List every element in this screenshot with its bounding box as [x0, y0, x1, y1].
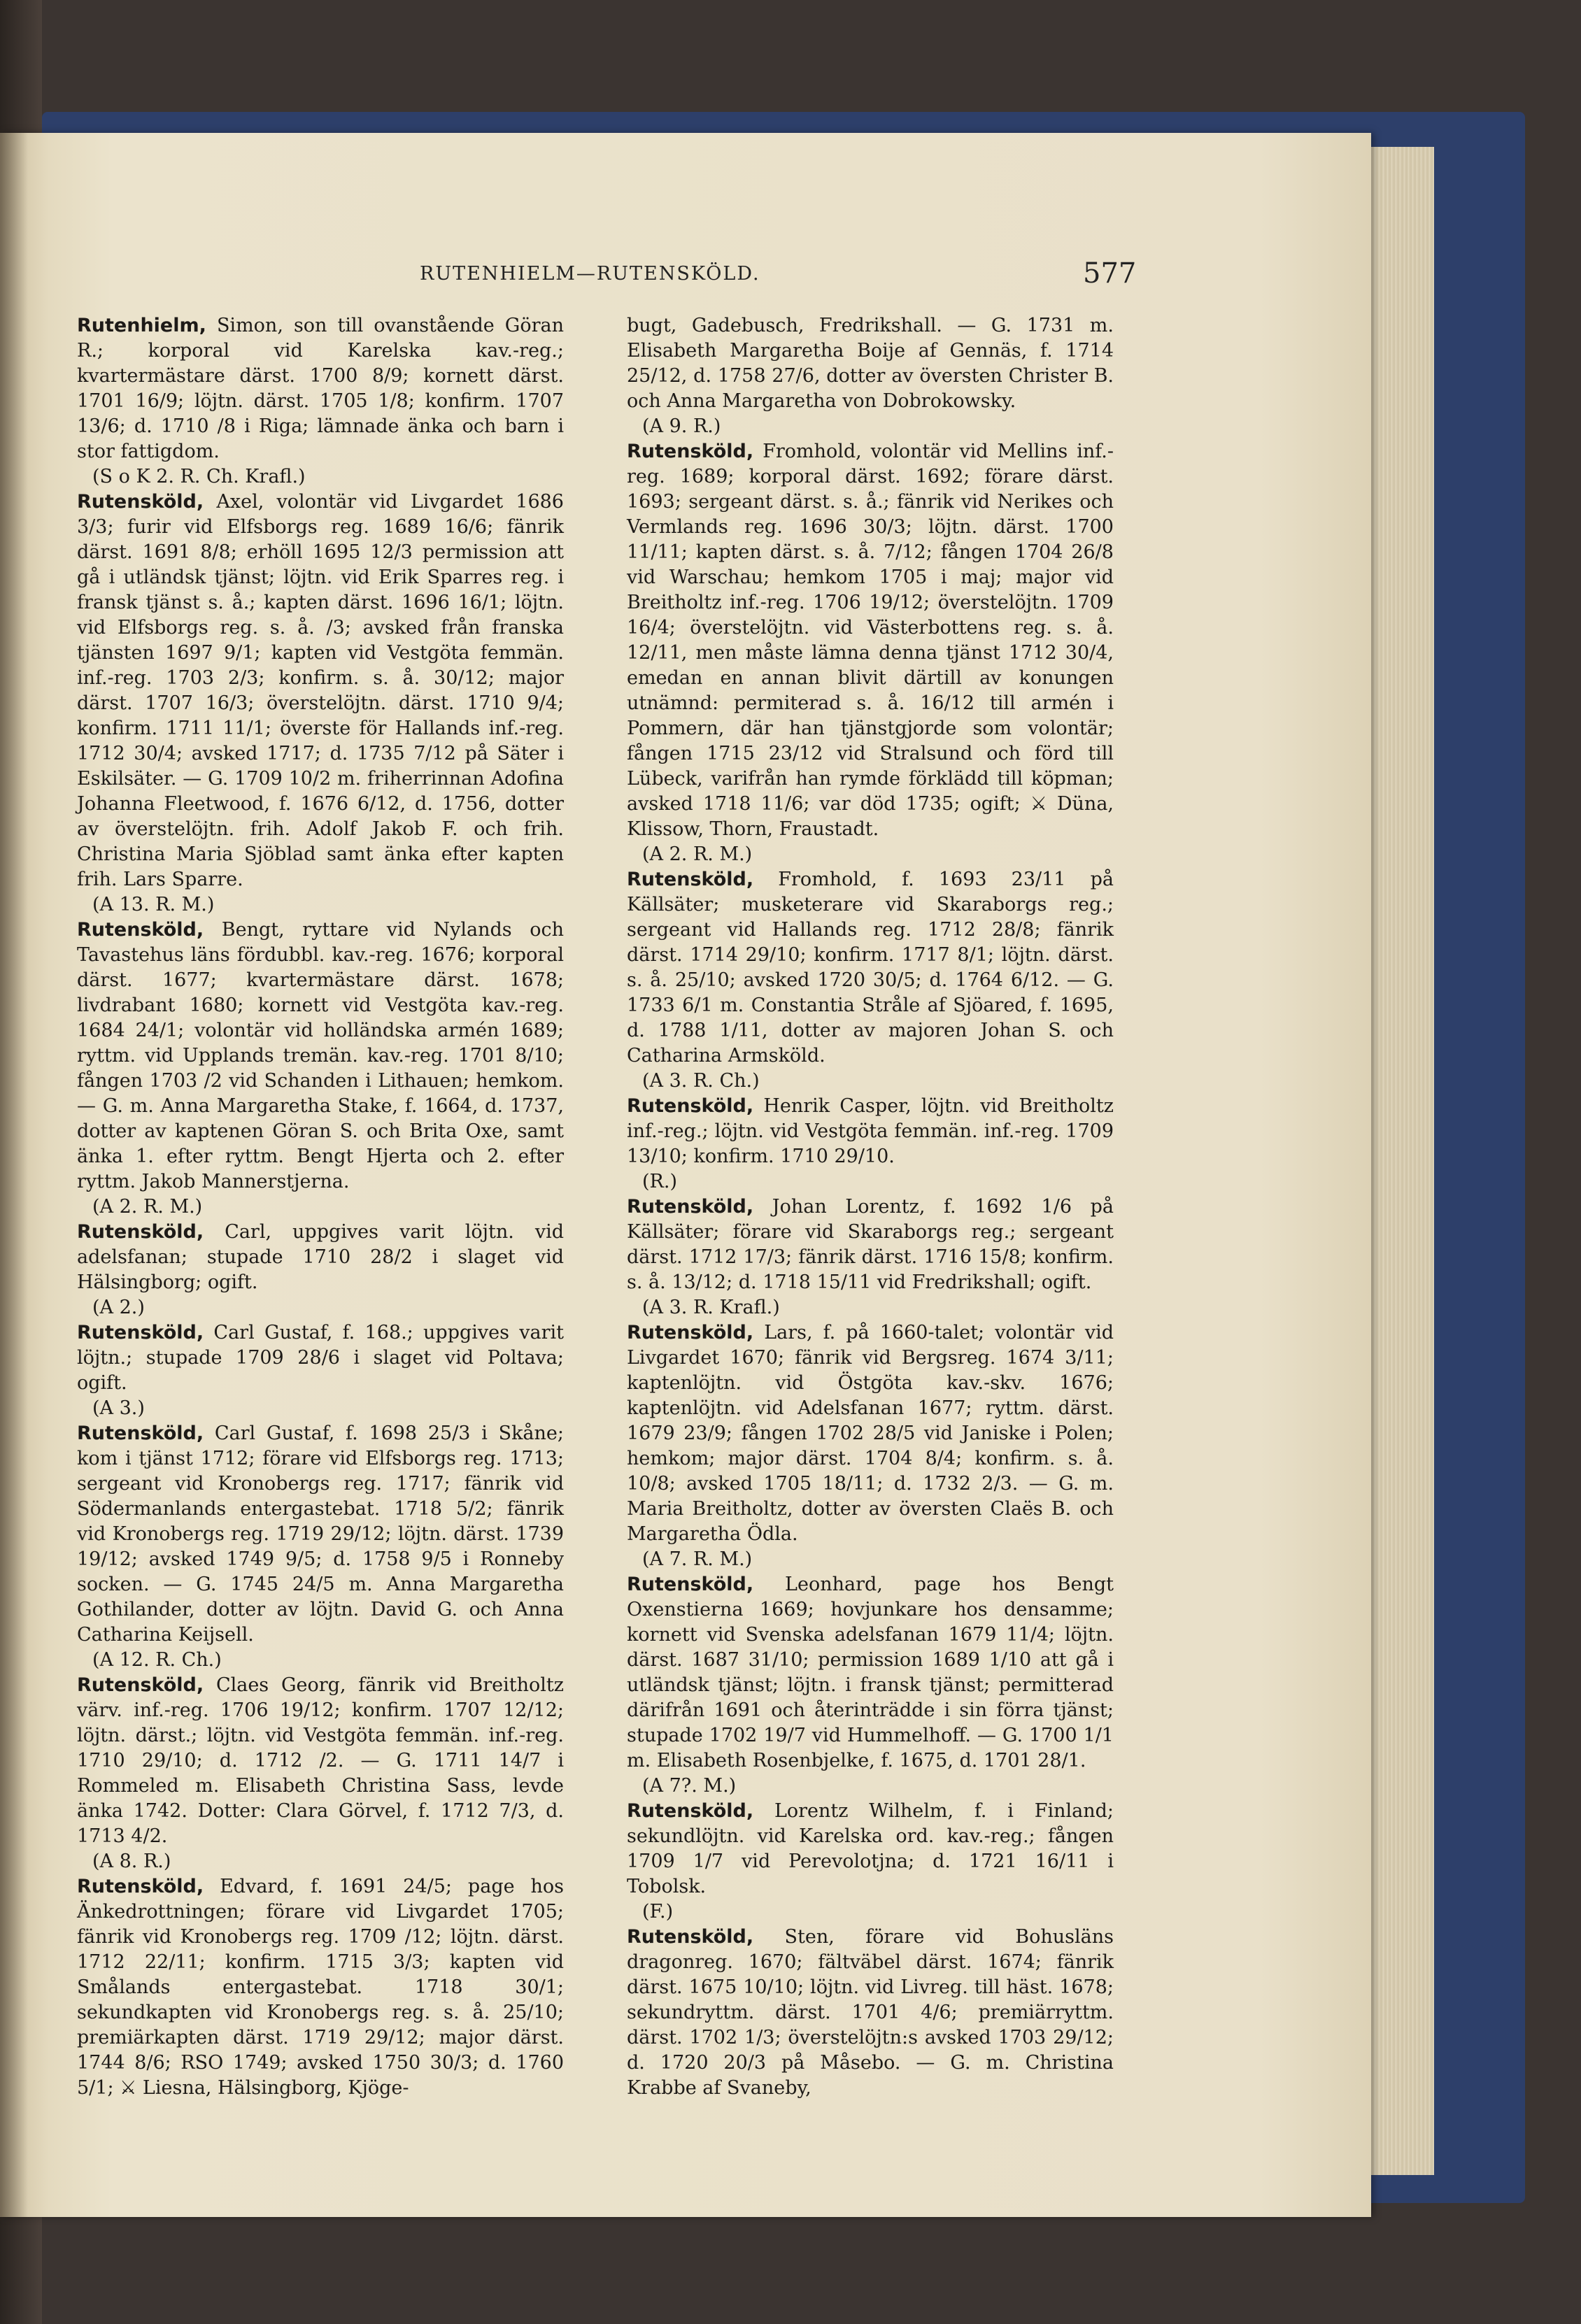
reference-line: [627, 1169, 1114, 1195]
entry-text: Sten, förare vid Bohusläns dragonreg. 1670; fältväbel därst. 1674; fänrik därst. 1675 10/10; löjtn. vid Livreg. till häst. 1678; sekundryttm. därst. 1701 4/6; premiärryttm. därst. 1702 1/3; överstelöjtn:s avsked 1703 29/12; d. 1720 20/3 på Måsebo. — G. m. Christina Krabbe af Svaneby,: [627, 1926, 1114, 2099]
entry-headword: Rutensköld,: [77, 1221, 204, 1243]
reference-line: [627, 1069, 1114, 1094]
entry-text: (A 7?. M.): [642, 1775, 737, 1797]
entry-text: Leonhard, page hos Bengt Oxenstierna 1669; hovjunkare hos densamme; kornett vid Svenska adelsfanan 1679 11/4; löjtn. därst. 1687 31/10; permission 1689 1/10 att gå i utländsk tjänst; löjtn. i fransk tjänst; permitterad därifrån 1691 och återinträdde i sin förra tjänst; stupade 1702 19/7 vid Hummelhoff. — G. 1700 1/1 m. Elisabeth Rosenbjelke, f. 1675, d. 1701 28/1.: [627, 1574, 1114, 1771]
entry-paragraph: [77, 1874, 564, 2101]
entry-headword: Rutensköld,: [77, 491, 204, 513]
entry-paragraph: [627, 1925, 1114, 2101]
entry-paragraph: [77, 1320, 564, 1396]
entry-text: (A 3. R. Ch.): [642, 1070, 760, 1092]
entry-headword: Rutensköld,: [77, 1674, 204, 1696]
entry-text: Lars, f. på 1660-talet; volontär vid Livgardet 1670; fänrik vid Bergsreg. 1674 3/11; kaptenlöjtn. vid Östgöta kav.-skv. 1676; kaptenlöjtn. vid Adelsfanan 1677; ryttm. därst. 1679 23/9; fången 1702 28/5 vid Janiske i Polen; hemkom; major därst. 1704 8/4; konfirm. s. å. 10/8; avsked 1705 18/11; d. 1732 2/3. — G. m. Maria Breitholtz, dotter av översten Claës B. och Margaretha Ödla.: [627, 1322, 1114, 1545]
entry-headword: Rutensköld,: [77, 1423, 204, 1444]
reference-line: [627, 1774, 1114, 1799]
entry-headword: Rutensköld,: [77, 1876, 204, 1897]
entry-paragraph: [627, 439, 1114, 842]
entry-text: (A 9. R.): [642, 415, 721, 437]
reference-line: [627, 1295, 1114, 1320]
entry-text: (A 12. R. Ch.): [92, 1649, 222, 1671]
entry-paragraph: [627, 1572, 1114, 1774]
entry-headword: Rutenhielm,: [77, 315, 206, 336]
entry-text: Fromhold, volontär vid Mellins inf.-reg. 1689; korporal därst. 1692; förare därst. 1693; sergeant därst. s. å.; fänrik vid Nerikes och Vermlands reg. 1696 30/3; löjtn. därst. 1700 11/11; kapten därst. s. å. 7/12; fången 1704 26/8 vid Warschau; hemkom 1705 i maj; major vid Breitholtz inf.-reg. 1706 19/12; överstelöjtn. 1709 16/4; överstelöjtn. vid Västerbottens reg. s. å. 12/11, men måste lämna denna tjänst 1712 30/4, emedan en annan blivit därtill av konungen utnämnd: permiterad s. å. 16/12 till armén i Pommern, där han tjänstgjorde som volontär; fången 1715 23/12 vid Stralsund och förd till Lübeck, varifrån han rymde förklädd till köpman; avsked 1718 11/6; var död 1735; ogift; ⚔ Düna, Klissow, Thorn, Fraustadt.: [627, 441, 1114, 840]
entry-text: Lorentz Wilhelm, f. i Finland; sekundlöjtn. vid Karelska ord. kav.-reg.; fången 1709 1/7 vid Perevolotjna; d. 1721 16/11 i Tobolsk.: [627, 1800, 1114, 1897]
page-gutter: [0, 133, 28, 2217]
entry-text: Carl Gustaf, f. 1698 25/3 i Skåne; kom i tjänst 1712; förare vid Elfsborgs reg. 1713; sergeant vid Kronobergs reg. 1717; fänrik vid Södermanlands entergastebat. 1718 5/2; fänrik vid Kronobergs reg. 1719 29/12; löjtn. därst. 1739 19/12; avsked 1749 9/5; d. 1758 9/5 i Ronneby socken. — G. 1745 24/5 m. Anna Margaretha Gothilander, dotter av löjtn. David G. och Anna Catharina Keijsell.: [77, 1423, 564, 1646]
entry-paragraph: [627, 1195, 1114, 1295]
entry-paragraph: [77, 490, 564, 892]
entry-text: Edvard, f. 1691 24/5; page hos Änkedrottningen; förare vid Livgardet 1705; fänrik vid Kronobergs reg. 1709 /12; löjtn. därst. 1712 22/11; konfirm. 1715 3/3; kapten vid Smålands entergastebat. 1718 30/1; sekundkapten vid Kronobergs reg. s. å. 25/10; premiärkapten därst. 1719 29/12; major därst. 1744 8/6; RSO 1749; avsked 1750 30/3; d. 1760 5/1; ⚔ Liesna, Hälsingborg, Kjöge-: [77, 1876, 564, 2099]
reference-line: [627, 414, 1114, 439]
entry-paragraph: [77, 313, 564, 464]
reference-line: [627, 313, 1114, 414]
entry-paragraph: [77, 918, 564, 1195]
entry-text: Carl, uppgives varit löjtn. vid adelsfanan; stupade 1710 28/2 i slaget vid Hälsingborg; ogift.: [77, 1221, 564, 1293]
entry-text: Johan Lorentz, f. 1692 1/6 på Källsäter; förare vid Skaraborgs reg.; sergeant därst. 1712 17/3; fänrik därst. 1716 15/8; konfirm. s. å. 13/12; d. 1718 15/11 vid Fredrikshall; ogift.: [627, 1196, 1114, 1293]
entry-paragraph: [77, 1220, 564, 1295]
entry-text: (A 2.): [92, 1297, 145, 1318]
reference-line: [77, 464, 564, 490]
entry-text: (A 13. R. M.): [92, 894, 215, 915]
entry-paragraph: [77, 1673, 564, 1849]
entry-headword: Rutensköld,: [77, 919, 204, 941]
entry-text: Axel, volontär vid Livgardet 1686 3/3; furir vid Elfsborgs reg. 1689 16/6; fänrik därst. 1691 8/8; erhöll 1695 12/3 permission att gå i utländsk tjänst; löjtn. vid Erik Sparres reg. i fransk tjänst s. å.; kapten därst. 1696 16/1; löjtn. vid Elfsborgs reg. s. å. /3; avsked från franska tjänsten 1697 9/1; kapten vid Vestgöta femmän. inf.-reg. 1703 2/3; konfirm. s. å. 30/12; major därst. 1707 16/3; överstelöjtn. därst. 1710 9/4; konfirm. 1711 11/1; överste för Hallands inf.-reg. 1712 30/4; avsked 1717; d. 1735 7/12 på Säter i Eskilsäter. — G. 1709 10/2 m. friherrinnan Adofina Johanna Fleetwood, f. 1676 6/12, d. 1756, dotter av överstelöjtn. frih. Adolf Jakob F. och frih. Christina Maria Sjöblad samt änka efter kapten frih. Lars Sparre.: [77, 491, 564, 890]
reference-line: [77, 1849, 564, 1874]
reference-line: [77, 1396, 564, 1421]
entry-text: Simon, son till ovanstående Göran R.; korporal vid Karelska kav.-reg.; kvartermästare därst. 1700 8/9; kornett därst. 1701 16/9; löjtn. därst. 1705 1/8; konfirm. 1707 13/6; d. 1710 /8 i Riga; lämnade änka och barn i stor fattigdom.: [77, 315, 564, 462]
entry-paragraph: [627, 867, 1114, 1069]
entry-headword: Rutensköld,: [627, 1574, 754, 1595]
entry-headword: Rutensköld,: [627, 441, 754, 462]
right-column: [627, 313, 1114, 2099]
entry-text: (R.): [642, 1171, 677, 1192]
entry-text: (S o K 2. R. Ch. Krafl.): [92, 466, 306, 487]
entry-headword: Rutensköld,: [627, 1322, 754, 1343]
entry-text: (A 3.): [92, 1397, 145, 1419]
entry-headword: Rutensköld,: [627, 1926, 754, 1948]
entry-text: (A 8. R.): [92, 1851, 171, 1872]
reference-line: [77, 892, 564, 918]
reference-line: [627, 1547, 1114, 1572]
entry-paragraph: [627, 1094, 1114, 1169]
page-number: 577: [1083, 257, 1137, 290]
entry-headword: Rutensköld,: [627, 1095, 754, 1117]
entry-text: Carl Gustaf, f. 168.; uppgives varit löjtn.; stupade 1709 28/6 i slaget vid Poltava; ogift.: [77, 1322, 564, 1394]
entry-paragraph: [77, 1421, 564, 1648]
entry-text: (F.): [642, 1901, 674, 1923]
entry-headword: Rutensköld,: [627, 1196, 754, 1218]
entry-text: Henrik Casper, löjtn. vid Breitholtz inf.-reg.; löjtn. vid Vestgöta femmän. inf.-reg. 1709 13/10; konfirm. 1710 29/10.: [627, 1095, 1114, 1167]
reference-line: [627, 1899, 1114, 1925]
entry-text: (A 3. R. Krafl.): [642, 1297, 780, 1318]
entry-text: Claes Georg, fänrik vid Breitholtz värv. inf.-reg. 1706 19/12; konfirm. 1707 12/12; löjtn. därst.; löjtn. vid Vestgöta femmän. inf.-reg. 1710 29/10; d. 1712 /2. — G. 1711 14/7 i Rommeled m. Elisabeth Christina Sass, levde änka 1742. Dotter: Clara Görvel, f. 1712 7/3, d. 1713 4/2.: [77, 1674, 564, 1847]
reference-line: [77, 1295, 564, 1320]
entry-text: Bengt, ryttare vid Nylands och Tavastehus läns fördubbl. kav.-reg. 1676; korporal därst. 1677; kvartermästare därst. 1678; livdrabant 1680; kornett vid Vestgöta kav.-reg. 1684 24/1; volontär vid holländska armén 1689; ryttm. vid Upplands tremän. kav.-reg. 1701 8/10; fången 1703 /2 vid Schanden i Lithauen; hemkom. — G. m. Anna Margaretha Stake, f. 1664, d. 1737, dotter av kaptenen Göran S. och Brita Oxe, samt änka 1. efter ryttm. Bengt Hjerta och 2. efter ryttm. Jakob Mannerstjerna.: [77, 919, 564, 1192]
reference-line: [77, 1648, 564, 1673]
entry-text: Fromhold, f. 1693 23/11 på Källsäter; musketerare vid Skaraborgs reg.; sergeant vid Hallands reg. 1712 28/8; fänrik därst. 1714 29/10; konfirm. 1717 8/1; löjtn. därst. s. å. 25/10; avsked 1720 30/5; d. 1764 6/12. — G. 1733 6/1 m. Constantia Stråle af Sjöared, f. 1695, d. 1788 1/11, dotter av majoren Johan S. och Catharina Armsköld.: [627, 869, 1114, 1067]
left-column: [77, 313, 564, 2099]
reference-line: [627, 842, 1114, 867]
entry-paragraph: [627, 1799, 1114, 1899]
entry-paragraph: [627, 1320, 1114, 1547]
reference-line: [77, 1195, 564, 1220]
entry-text: (A 7. R. M.): [642, 1548, 753, 1570]
entry-text: (A 2. R. M.): [642, 843, 753, 865]
entry-headword: Rutensköld,: [77, 1322, 204, 1343]
entry-text: bugt, Gadebusch, Fredrikshall. — G. 1731 m. Elisabeth Margaretha Boije af Gennäs, f. 1714 25/12, d. 1758 27/6, dotter av översten Christer B. och Anna Margaretha von Dobrokowsky.: [627, 315, 1114, 412]
entry-headword: Rutensköld,: [627, 1800, 754, 1822]
entry-headword: Rutensköld,: [627, 869, 754, 890]
running-head: RUTENHIELM—RUTENSKÖLD.: [420, 263, 760, 285]
entry-text: (A 2. R. M.): [92, 1196, 203, 1218]
